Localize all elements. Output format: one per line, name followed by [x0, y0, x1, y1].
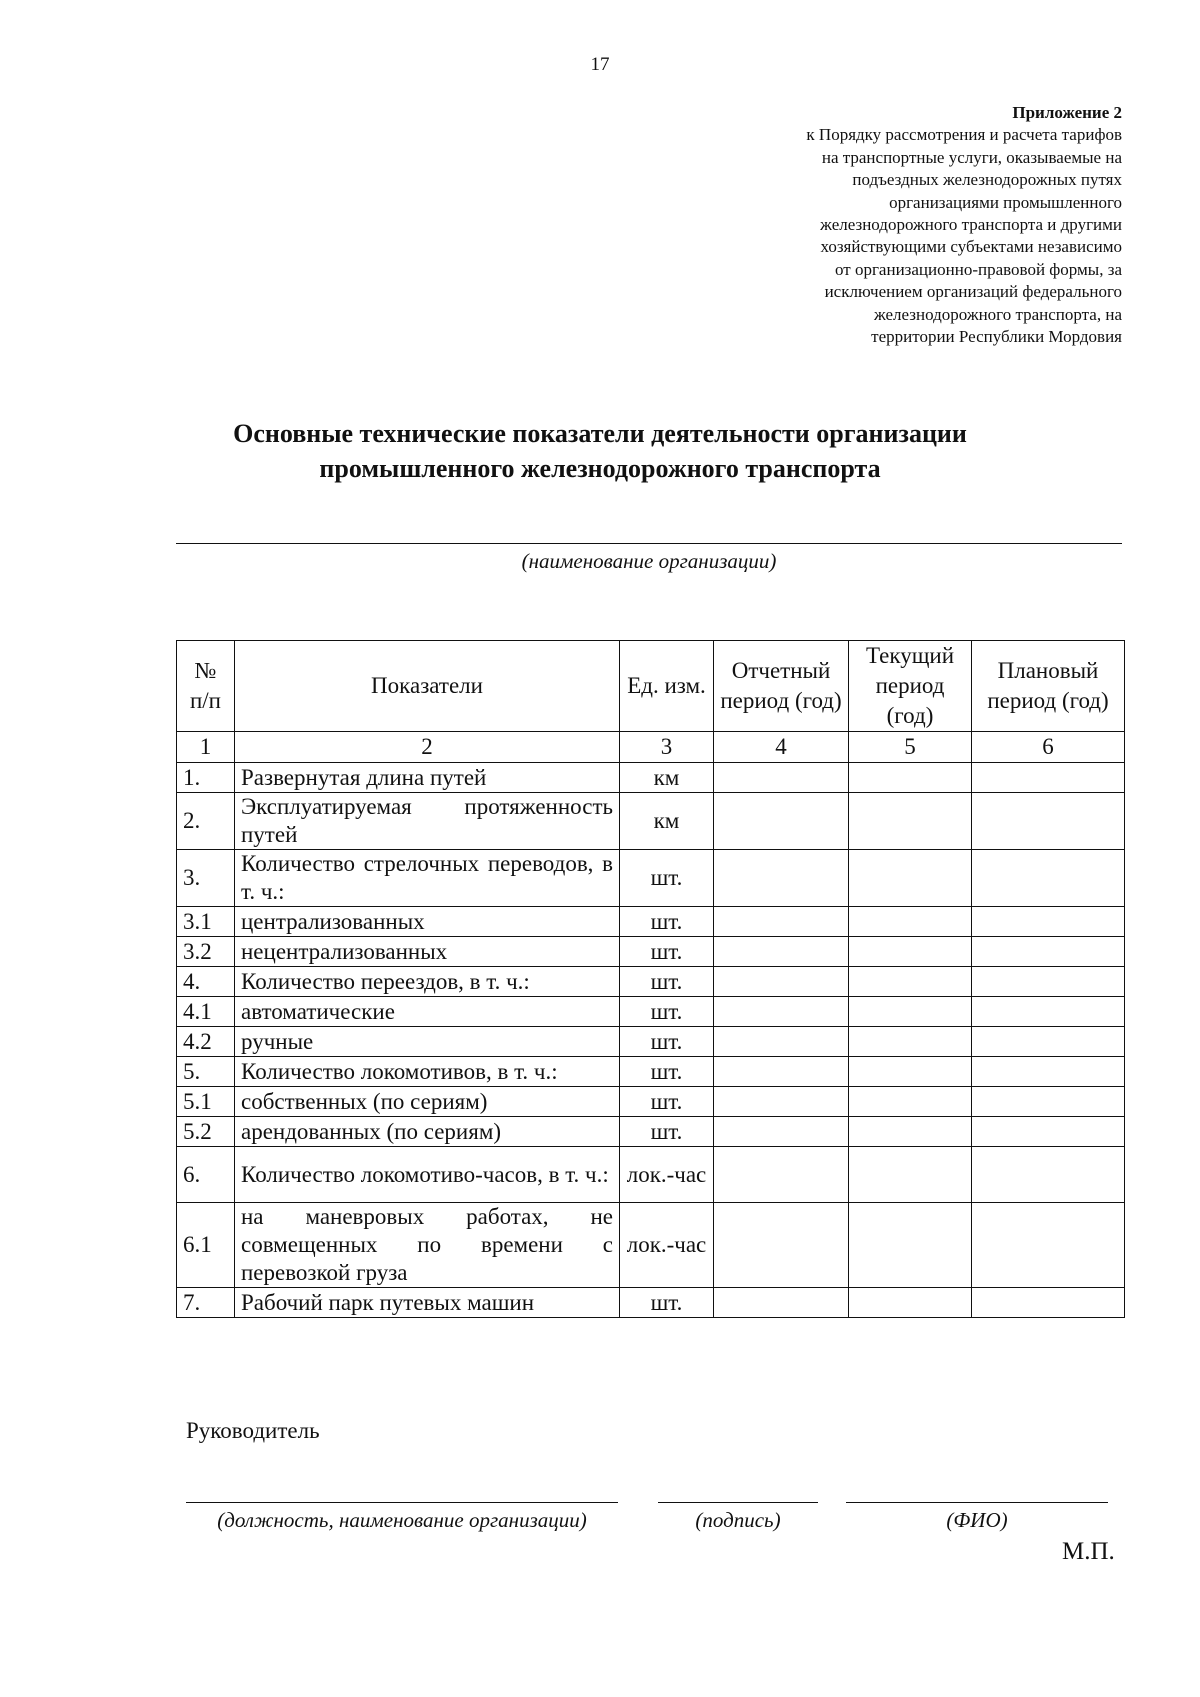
appendix-line: подъездных железнодорожных путях — [852, 170, 1122, 190]
row-reporting-period-cell[interactable] — [714, 1288, 849, 1318]
row-current-period-cell[interactable] — [849, 763, 972, 793]
table-row — [177, 1057, 1125, 1087]
row-planned-period-cell[interactable] — [972, 1057, 1125, 1087]
row-unit: лок.-час — [620, 1147, 714, 1203]
position-signature-line[interactable] — [186, 1502, 618, 1503]
appendix-line: территории Республики Мордовия — [871, 327, 1122, 347]
row-current-period-cell[interactable] — [849, 850, 972, 907]
table-row — [177, 850, 1125, 907]
row-current-period-cell[interactable] — [849, 793, 972, 850]
header-unit: Ед. изм. — [620, 641, 714, 732]
row-unit: шт. — [620, 1027, 714, 1057]
row-planned-period-cell[interactable] — [972, 1288, 1125, 1318]
row-number: 5.1 — [177, 1087, 235, 1117]
row-number: 3.1 — [177, 907, 235, 937]
appendix-block — [702, 102, 1122, 348]
row-planned-period-cell[interactable] — [972, 907, 1125, 937]
row-planned-period-cell[interactable] — [972, 967, 1125, 997]
row-number: 1. — [177, 763, 235, 793]
document-title — [0, 416, 1200, 486]
header-reporting-period: Отчетный период (год) — [714, 641, 849, 732]
appendix-title: Приложение 2 — [1012, 103, 1122, 122]
row-number: 3. — [177, 850, 235, 907]
row-current-period-cell[interactable] — [849, 1027, 972, 1057]
table-row — [177, 1027, 1125, 1057]
row-unit: шт. — [620, 907, 714, 937]
column-number: 3 — [620, 732, 714, 763]
row-current-period-cell[interactable] — [849, 1203, 972, 1288]
table-row — [177, 1288, 1125, 1318]
row-reporting-period-cell[interactable] — [714, 850, 849, 907]
row-reporting-period-cell[interactable] — [714, 1057, 849, 1087]
row-indicator: Развернутая длина путей — [235, 763, 620, 793]
row-reporting-period-cell[interactable] — [714, 1147, 849, 1203]
row-planned-period-cell[interactable] — [972, 1117, 1125, 1147]
row-current-period-cell[interactable] — [849, 997, 972, 1027]
column-number: 5 — [849, 732, 972, 763]
column-number-row — [177, 732, 1125, 763]
row-current-period-cell[interactable] — [849, 1087, 972, 1117]
row-indicator: Эксплуатируемая протяженность путей — [235, 793, 620, 850]
row-reporting-period-cell[interactable] — [714, 1027, 849, 1057]
row-indicator: Количество переездов, в т. ч.: — [235, 967, 620, 997]
table-row — [177, 1203, 1125, 1288]
appendix-line: исключением организаций федерального — [824, 282, 1122, 302]
appendix-line: на транспортные услуги, оказываемые на — [821, 147, 1122, 167]
page-number: 17 — [590, 54, 610, 75]
row-reporting-period-cell[interactable] — [714, 1087, 849, 1117]
row-indicator: арендованных (по сериям) — [235, 1117, 620, 1147]
row-unit: шт. — [620, 997, 714, 1027]
row-reporting-period-cell[interactable] — [714, 763, 849, 793]
header-indicator: Показатели — [235, 641, 620, 732]
appendix-line: к Порядку рассмотрения и расчета тарифов — [806, 125, 1122, 145]
row-indicator: Рабочий парк путевых машин — [235, 1288, 620, 1318]
row-number: 6.1 — [177, 1203, 235, 1288]
table-row — [177, 997, 1125, 1027]
row-current-period-cell[interactable] — [849, 907, 972, 937]
row-reporting-period-cell[interactable] — [714, 937, 849, 967]
document-title-line: промышленного железнодорожного транспорта — [319, 454, 881, 483]
row-indicator: ручные — [235, 1027, 620, 1057]
organization-name-line[interactable] — [176, 543, 1122, 544]
row-planned-period-cell[interactable] — [972, 1087, 1125, 1117]
row-unit: км — [620, 763, 714, 793]
row-number: 7. — [177, 1288, 235, 1318]
row-number: 2. — [177, 793, 235, 850]
row-indicator: Количество локомотиво-часов, в т. ч.: — [235, 1147, 620, 1203]
signature-caption: (подпись) — [695, 1508, 781, 1532]
table-row — [177, 1147, 1125, 1203]
table-row — [177, 793, 1125, 850]
document-title-line: Основные технические показатели деятельности организации — [233, 419, 967, 448]
row-planned-period-cell[interactable] — [972, 1027, 1125, 1057]
row-unit: шт. — [620, 1087, 714, 1117]
header-number: № п/п — [177, 641, 235, 732]
table-row — [177, 763, 1125, 793]
row-current-period-cell[interactable] — [849, 1147, 972, 1203]
appendix-line: от организационно-правовой формы, за — [835, 259, 1122, 279]
stamp-place-label: М.П. — [1062, 1538, 1115, 1565]
row-reporting-period-cell[interactable] — [714, 793, 849, 850]
header-current-period: Текущий период (год) — [849, 641, 972, 732]
row-indicator: собственных (по сериям) — [235, 1087, 620, 1117]
indicators-table — [176, 640, 1125, 1318]
row-number: 4.2 — [177, 1027, 235, 1057]
row-number: 4.1 — [177, 997, 235, 1027]
row-number: 5. — [177, 1057, 235, 1087]
column-number: 6 — [972, 732, 1125, 763]
row-number: 4. — [177, 967, 235, 997]
row-number: 3.2 — [177, 937, 235, 967]
signature-line[interactable] — [658, 1502, 818, 1503]
table-row — [177, 967, 1125, 997]
row-indicator: Количество локомотивов, в т. ч.: — [235, 1057, 620, 1087]
row-indicator: на маневровых работах, не совмещенных по времени с перевозкой груза — [235, 1203, 620, 1288]
row-unit: км — [620, 793, 714, 850]
row-unit: лок.-час — [620, 1203, 714, 1288]
organization-name-caption: (наименование организации) — [521, 549, 777, 573]
column-number: 2 — [235, 732, 620, 763]
row-planned-period-cell[interactable] — [972, 1203, 1125, 1288]
row-planned-period-cell[interactable] — [972, 793, 1125, 850]
row-unit: шт. — [620, 967, 714, 997]
row-number: 6. — [177, 1147, 235, 1203]
row-current-period-cell[interactable] — [849, 967, 972, 997]
row-unit: шт. — [620, 850, 714, 907]
full-name-line[interactable] — [846, 1502, 1108, 1503]
row-indicator: нецентрализованных — [235, 937, 620, 967]
row-current-period-cell[interactable] — [849, 1117, 972, 1147]
table-header-row — [177, 641, 1125, 732]
table-row — [177, 937, 1125, 967]
row-planned-period-cell[interactable] — [972, 763, 1125, 793]
appendix-line: железнодорожного транспорта, на — [873, 304, 1122, 324]
row-reporting-period-cell[interactable] — [714, 1117, 849, 1147]
row-unit: шт. — [620, 937, 714, 967]
row-reporting-period-cell[interactable] — [714, 907, 849, 937]
row-reporting-period-cell[interactable] — [714, 967, 849, 997]
full-name-caption: (ФИО) — [946, 1508, 1008, 1532]
row-indicator: централизованных — [235, 907, 620, 937]
row-current-period-cell[interactable] — [849, 1057, 972, 1087]
appendix-line: хозяйствующими субъектами независимо — [820, 237, 1122, 257]
row-planned-period-cell[interactable] — [972, 997, 1125, 1027]
row-unit: шт. — [620, 1057, 714, 1087]
row-current-period-cell[interactable] — [849, 937, 972, 967]
table-row — [177, 1087, 1125, 1117]
row-planned-period-cell[interactable] — [972, 850, 1125, 907]
row-unit: шт. — [620, 1288, 714, 1318]
table-row — [177, 907, 1125, 937]
row-current-period-cell[interactable] — [849, 1288, 972, 1318]
table-row — [177, 1117, 1125, 1147]
appendix-line: железнодорожного транспорта и другими — [820, 215, 1122, 235]
column-number: 4 — [714, 732, 849, 763]
row-reporting-period-cell[interactable] — [714, 1203, 849, 1288]
position-caption: (должность, наименование организации) — [217, 1508, 587, 1532]
column-number: 1 — [177, 732, 235, 763]
row-planned-period-cell[interactable] — [972, 937, 1125, 967]
header-planned-period: Плановый период (год) — [972, 641, 1125, 732]
row-planned-period-cell[interactable] — [972, 1147, 1125, 1203]
appendix-line: организациями промышленного — [889, 192, 1122, 212]
row-indicator: автоматические — [235, 997, 620, 1027]
row-indicator: Количество стрелочных переводов, в т. ч.: — [235, 850, 620, 907]
row-reporting-period-cell[interactable] — [714, 997, 849, 1027]
row-unit: шт. — [620, 1117, 714, 1147]
row-number: 5.2 — [177, 1117, 235, 1147]
leader-label: Руководитель — [186, 1418, 320, 1443]
